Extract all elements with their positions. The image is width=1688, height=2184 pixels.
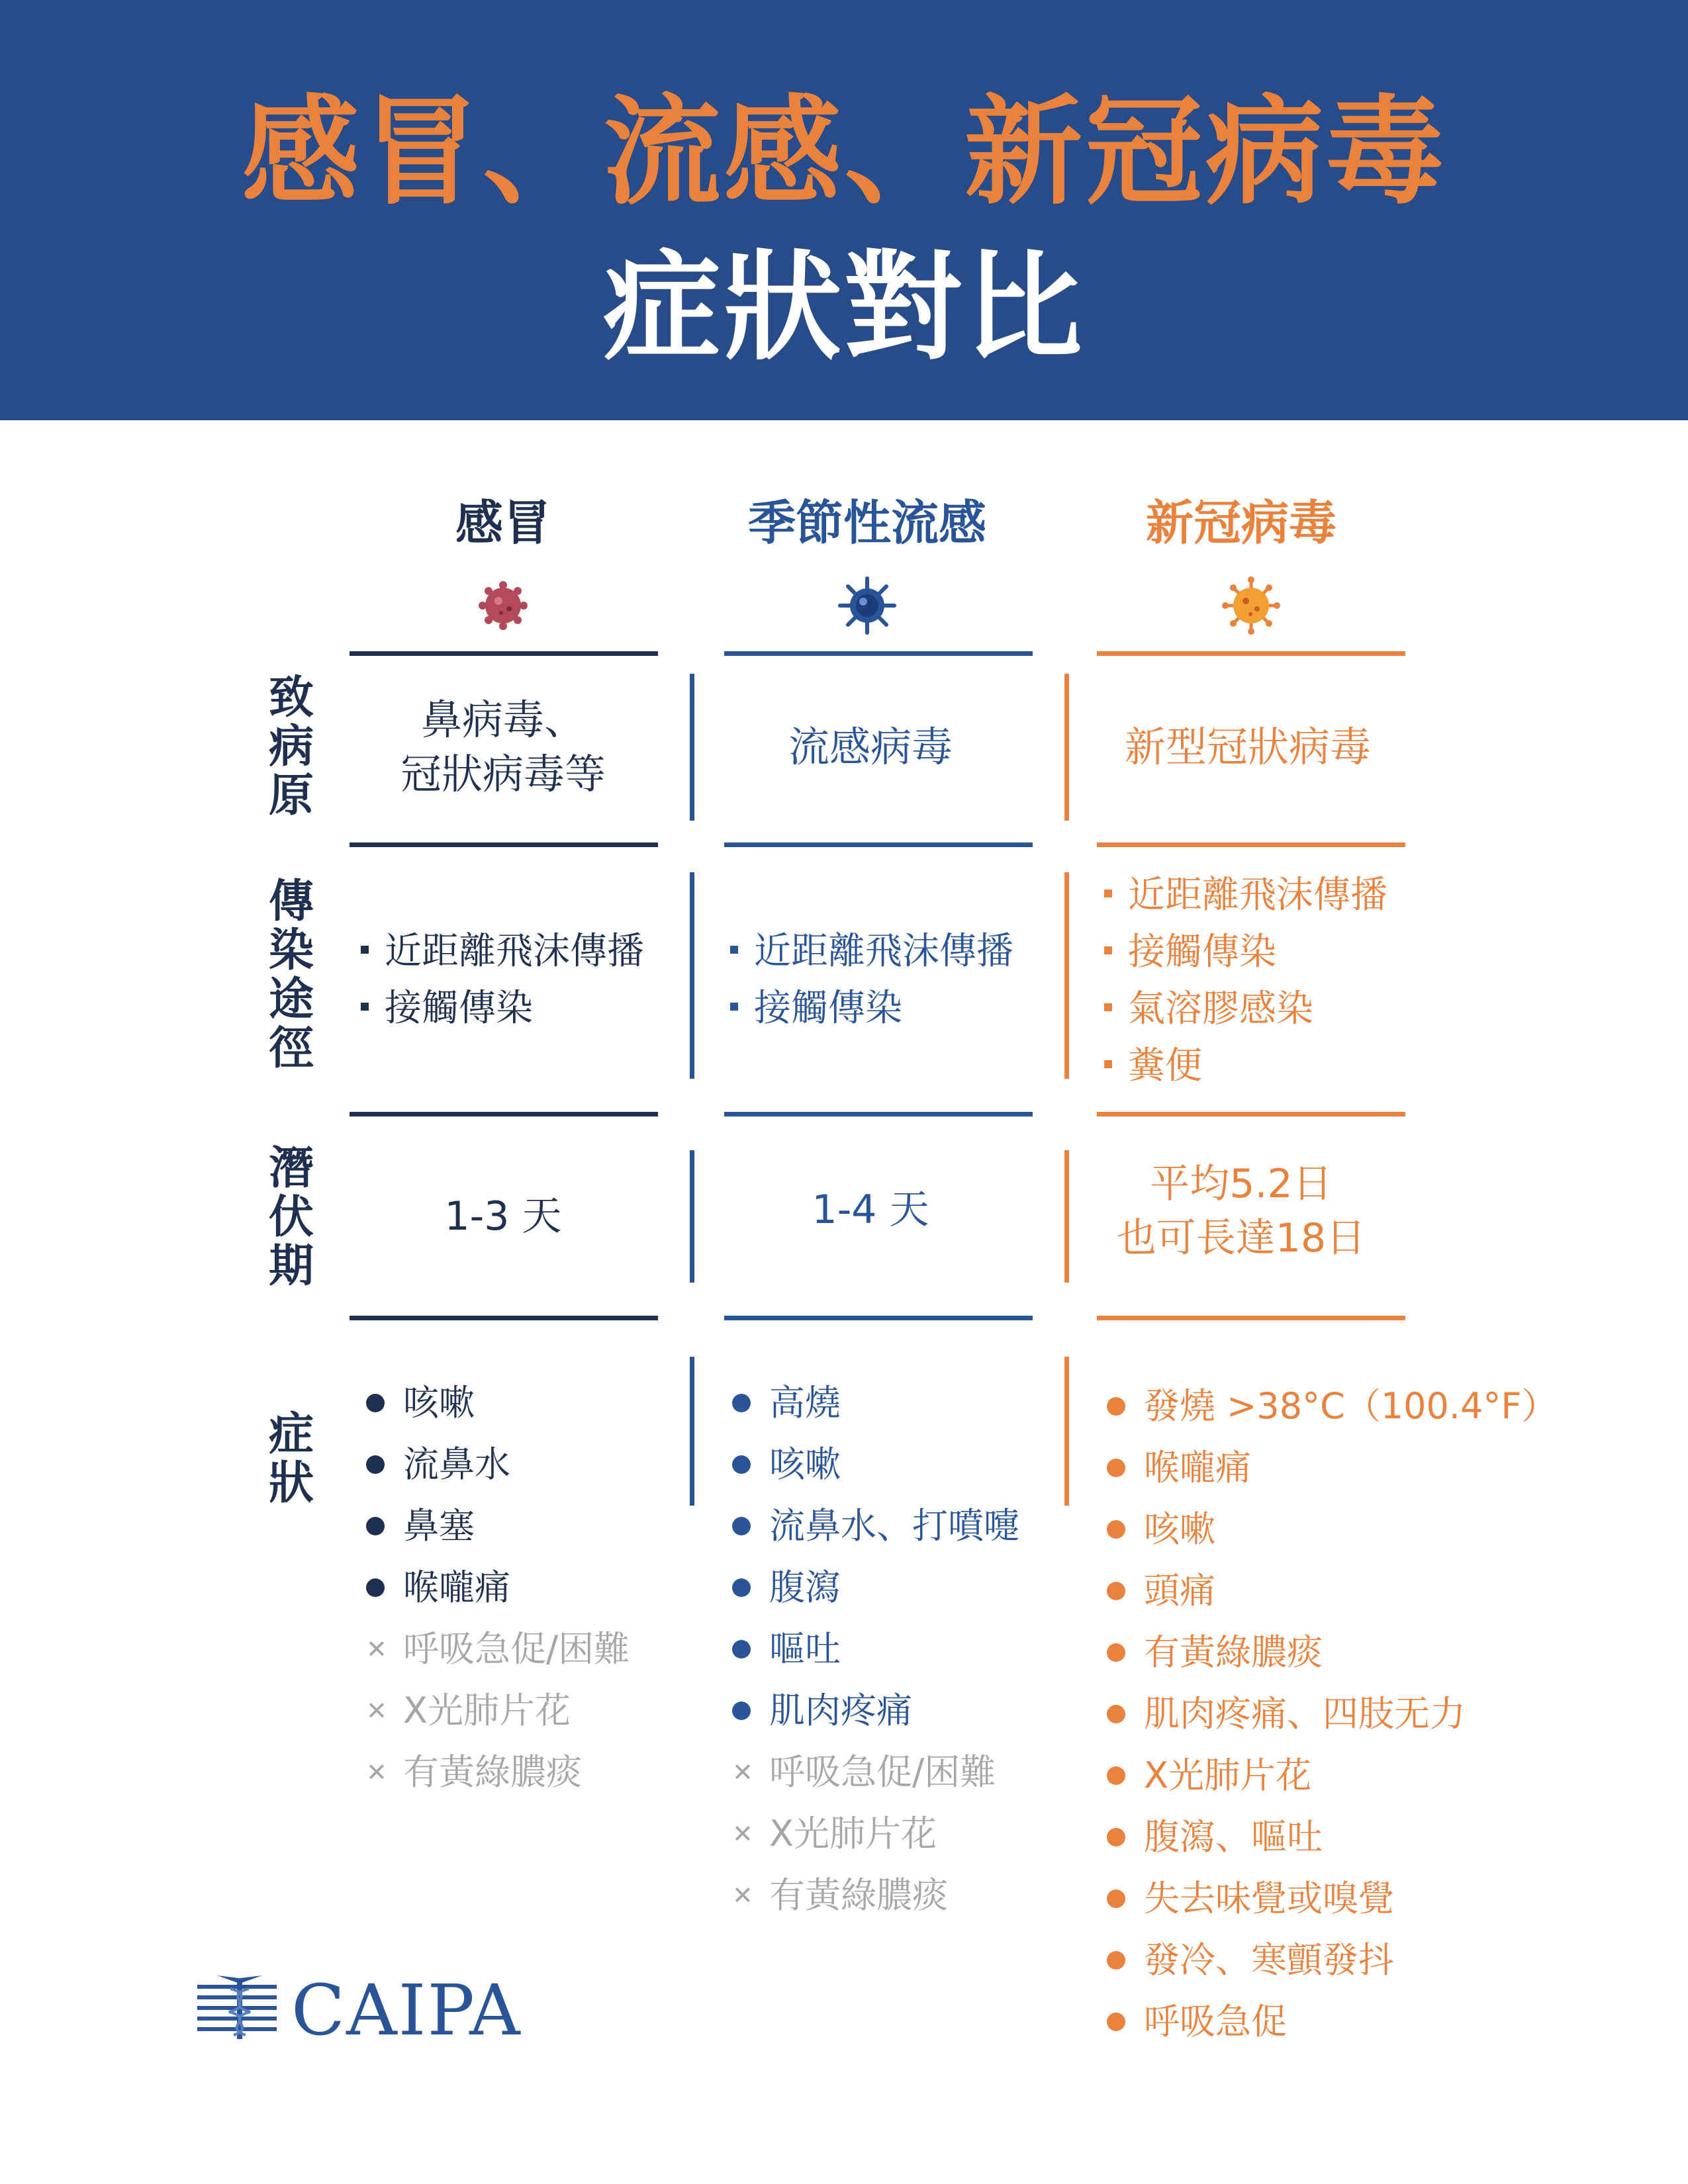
list-item: ✕ 呼吸急促/困難 xyxy=(366,1628,630,1670)
list-item: 糞便 xyxy=(1104,1038,1387,1095)
incubation-cold: 1-3 天 xyxy=(444,1193,562,1240)
x-icon: ✕ xyxy=(366,1696,387,1725)
rule-cold-2 xyxy=(350,842,658,847)
list-item: 喉嚨痛 xyxy=(366,1557,630,1618)
divider-flu-incubation xyxy=(690,1150,694,1283)
divider-covid-pathogen xyxy=(1064,674,1069,821)
list-item: 咳嗽 xyxy=(732,1433,1019,1495)
caipa-logo xyxy=(197,1970,621,2051)
list-item: 腹瀉、嘔吐 xyxy=(1107,1806,1557,1868)
rule-covid-2 xyxy=(1097,842,1405,847)
list-item: ✕ 有黃綠膿痰 xyxy=(732,1874,948,1916)
column-header-covid: 新冠病毒 xyxy=(1145,494,1336,551)
rule-flu-4 xyxy=(724,1316,1033,1320)
x-icon: ✕ xyxy=(366,1634,387,1664)
list-item: 氣溶膠感染 xyxy=(1104,981,1387,1038)
rule-covid-4 xyxy=(1097,1316,1405,1320)
row-label-transmission: 傳 染 途 徑 xyxy=(268,876,314,1075)
list-item: 腹瀉 xyxy=(732,1557,1019,1618)
divider-flu-pathogen xyxy=(690,674,694,821)
logo-text: CAIPA xyxy=(291,1970,522,2051)
list-item: 有黃綠膿痰 xyxy=(1107,1621,1557,1683)
title-line-1: 感冒、流感、新冠病毒 xyxy=(242,83,1446,220)
list-item: 發燒 >38°C（100.4°F） xyxy=(1107,1375,1557,1437)
pathogen-covid: 新型冠狀病毒 xyxy=(1124,723,1371,771)
divider-covid-transmission xyxy=(1064,872,1069,1079)
rule-covid-3 xyxy=(1097,1112,1405,1116)
column-header-flu: 季節性流感 xyxy=(747,494,986,551)
list-item: ✕ 有黃綠膿痰 xyxy=(366,1751,582,1793)
list-item: ✕ 呼吸急促/困難 xyxy=(732,1751,996,1793)
x-icon: ✕ xyxy=(732,1819,753,1848)
transmission-flu-list xyxy=(730,923,1013,1037)
list-item: 失去味覺或嗅覺 xyxy=(1107,1868,1557,1929)
list-item: 呼吸急促 xyxy=(1107,1991,1557,2052)
rule-flu-3 xyxy=(724,1112,1033,1116)
rule-cold-1 xyxy=(350,651,658,656)
symptoms-covid-list xyxy=(1107,1375,1557,2052)
list-item: 咳嗽 xyxy=(366,1372,630,1433)
list-item: 頭痛 xyxy=(1107,1560,1557,1621)
symptoms-cold-list xyxy=(366,1372,630,1803)
pathogen-flu: 流感病毒 xyxy=(788,723,953,771)
covid-virus-icon xyxy=(1221,576,1281,635)
list-item: 流鼻水、打噴嚏 xyxy=(732,1495,1019,1557)
row-label-pathogen: 致 病 原 xyxy=(268,672,314,822)
list-item: 接觸傳染 xyxy=(1104,924,1387,981)
list-item: 肌肉疼痛 xyxy=(732,1680,1019,1741)
divider-flu-symptoms xyxy=(690,1357,694,1506)
list-item: 喉嚨痛 xyxy=(1107,1437,1557,1498)
list-item: 高燒 xyxy=(732,1372,1019,1433)
flu-virus-icon xyxy=(837,576,897,635)
divider-covid-incubation xyxy=(1064,1150,1069,1283)
transmission-cold-list xyxy=(361,923,644,1037)
list-item: 接觸傳染 xyxy=(730,980,1013,1037)
x-icon: ✕ xyxy=(366,1757,387,1787)
list-item: 近距離飛沫傳播 xyxy=(730,923,1013,980)
header-banner xyxy=(0,0,1688,420)
divider-flu-transmission xyxy=(690,872,694,1079)
caduceus-icon xyxy=(197,1976,287,2042)
x-icon: ✕ xyxy=(732,1757,753,1787)
row-label-symptoms: 症 狀 xyxy=(268,1408,314,1510)
transmission-covid-list xyxy=(1104,867,1387,1095)
list-item: X光肺片花 xyxy=(1107,1745,1557,1806)
list-item: 近距離飛沫傳播 xyxy=(1104,867,1387,924)
pathogen-cold: 鼻病毒、 冠狀病毒等 xyxy=(400,696,606,798)
list-item: 近距離飛沫傳播 xyxy=(361,923,644,980)
list-item: 肌肉疼痛、四肢无力 xyxy=(1107,1683,1557,1745)
list-item: 鼻塞 xyxy=(366,1495,630,1557)
list-item: 接觸傳染 xyxy=(361,980,644,1037)
list-item: 嘔吐 xyxy=(732,1618,1019,1680)
x-icon: ✕ xyxy=(732,1880,753,1910)
list-item: 咳嗽 xyxy=(1107,1498,1557,1560)
rule-cold-3 xyxy=(350,1112,658,1116)
list-item: ✕ X光肺片花 xyxy=(732,1813,937,1854)
list-item: 流鼻水 xyxy=(366,1433,630,1495)
column-header-cold: 感冒 xyxy=(455,494,551,551)
rule-flu-1 xyxy=(724,651,1033,656)
symptoms-flu-list xyxy=(732,1372,1019,1926)
rule-covid-1 xyxy=(1097,651,1405,656)
incubation-flu: 1-4 天 xyxy=(812,1187,929,1233)
incubation-covid: 平均5.2日 也可長達18日 xyxy=(1116,1161,1366,1261)
list-item: ✕ X光肺片花 xyxy=(366,1690,571,1731)
divider-covid-symptoms xyxy=(1064,1357,1069,1506)
cold-virus-icon xyxy=(473,576,533,635)
rule-cold-4 xyxy=(350,1316,658,1320)
title-line-2: 症狀對比 xyxy=(603,239,1085,376)
row-label-incubation: 潛 伏 期 xyxy=(268,1142,314,1293)
list-item: 發冷、寒顫發抖 xyxy=(1107,1929,1557,1991)
rule-flu-2 xyxy=(724,842,1033,847)
